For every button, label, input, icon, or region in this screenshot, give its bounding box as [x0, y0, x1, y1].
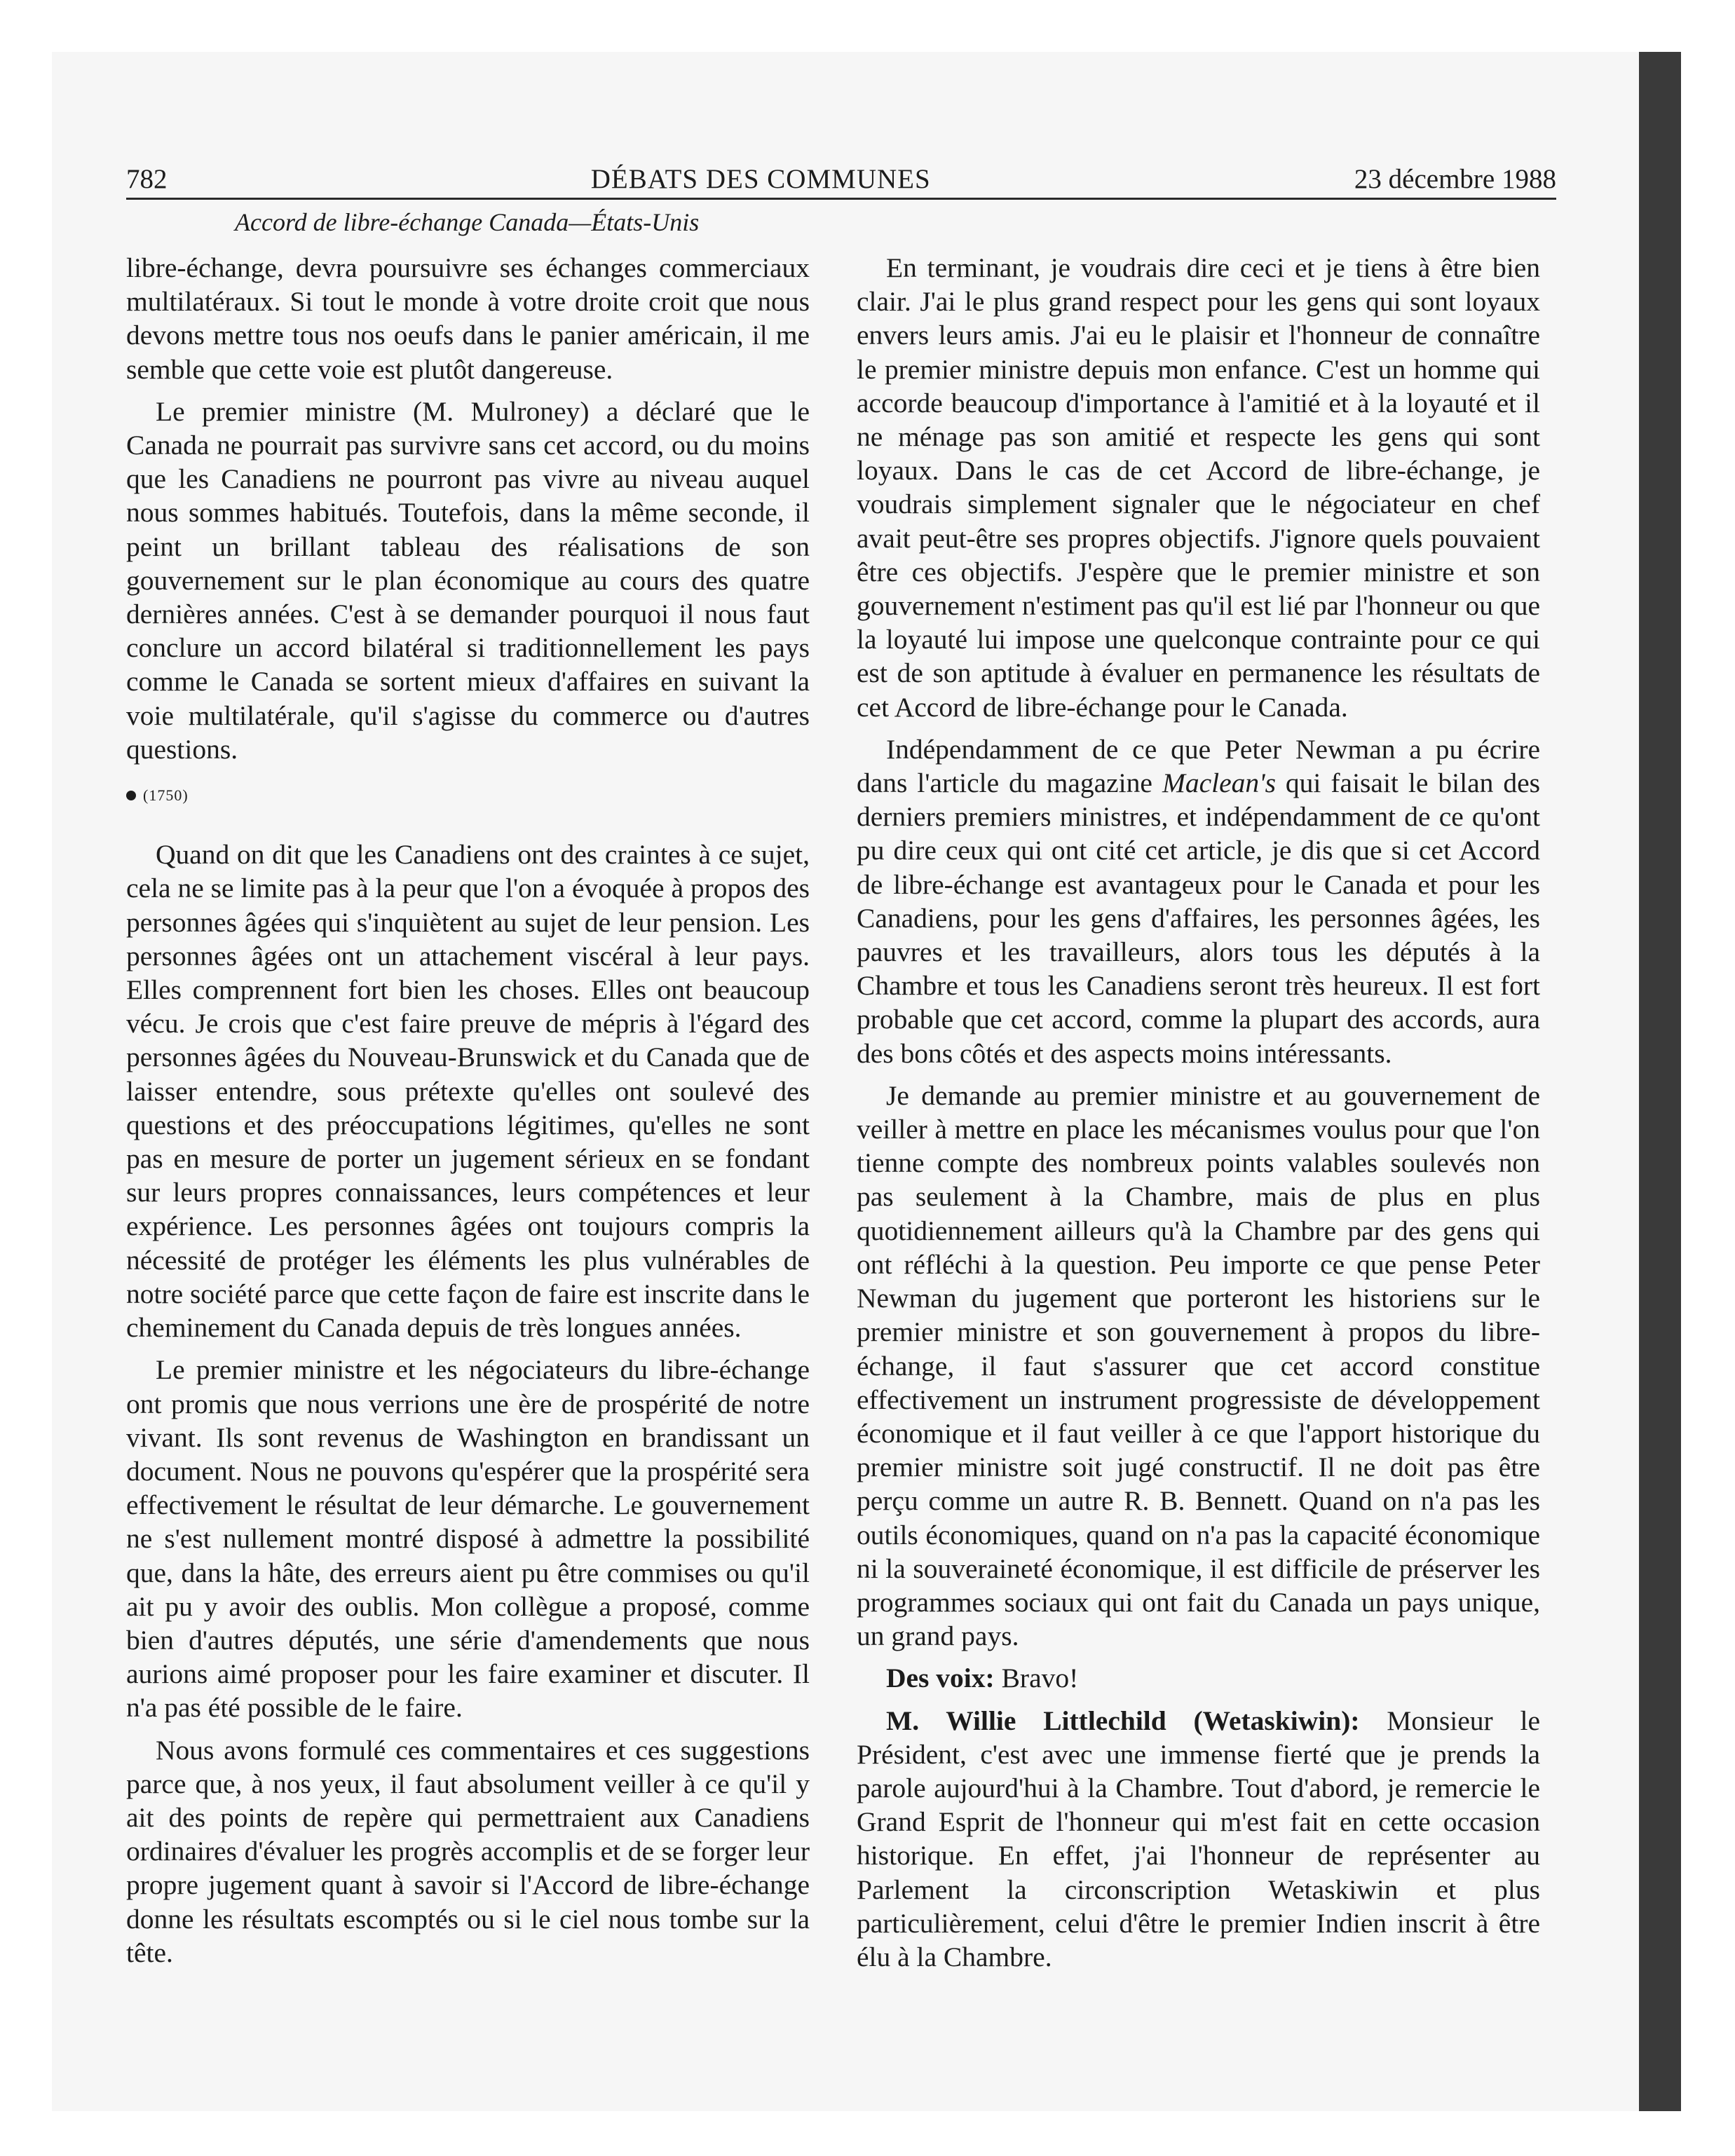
page-number: 782 [126, 164, 168, 194]
speech-line [857, 1704, 1540, 1974]
speech-text: Monsieur le Président, c'est avec une immense fierté que je prends la parole aujourd'hui à la Chambre. Tout d'abord, je remercie le Grand Esprit de l'honneur qui m'est fait en cette occasion historique. En effet, j'ai l'honneur de représenter au Parlement la circonscription Wetaskiwin et plus particulièrement, celui d'être le premier Indien inscrit à être élu à la Chambre. [857, 1705, 1540, 1972]
magazine-title: Maclean's [1162, 767, 1276, 799]
paragraph: Le premier ministre et les négociateurs du libre-échange ont promis que nous verrions une ère de prospérité de notre vivant. Ils sont revenus de Washington en brandissant un document. Nous ne pouvons qu'espérer que la prospérité sera effectivement le résultat de leur démarche. Le gouvernement ne s'est nullement montré disposé à admettre la possibilité que, dans la hâte, des erreurs aient pu être commises ou qu'il ait pu y avoir des oublis. Mon collègue a proposé, comme bien d'autres députés, une série d'amendements que nous aurions aimé proposer pour les faire examiner et discuter. Il n'a pas été possible de le faire. [126, 1354, 810, 1724]
paragraph-text: qui faisait le bilan des derniers premiers ministres, et indépendamment de ce qu'ont pu dire ceux qui ont cité cet article, je dis que si cet Accord de libre-échange est avantageux pour le Canada et pour les Canadiens, pour les gens d'affaires, les personnes âgées, les pauvres et les travailleurs, alors tous les députés à la Chambre et tous les Canadiens seront très heureux. Il est fort probable que cet accord, comme la plupart des accords, aura des bons côtés et des aspects moins intéressants. [857, 767, 1540, 1069]
paragraph [857, 732, 1540, 1070]
paragraph: Je demande au premier ministre et au gouvernement de veiller à mettre en place les mécanismes voulus pour que l'on tienne compte des nombreux points valables soulevés non pas seulement à la Chambre, mais de plus en plus quotidiennement ailleurs qu'à la Chambre par des gens qui ont réfléchi à la question. Peu importe ce que pense Peter Newman du jugement que porteront les historiens sur le premier ministre et son gouvernement à propos du libre-échange, il faut s'assurer que cet accord constitue effectivement un instrument progressiste de développement économique et il faut veiller à ce que l'apport historique du premier ministre soit jugé constructif. Il ne doit pas être perçu comme un autre R. B. Bennett. Quand on n'a pas les outils économiques, quand on n'a pas la capacité économique ni la souveraineté économique, il est difficile de préserver les programmes sociaux qui ont fait du Canada un pays unique, un grand pays. [857, 1079, 1540, 1652]
left-column [126, 251, 810, 1978]
paragraph: En terminant, je voudrais dire ceci et je tiens à être bien clair. J'ai le plus grand respect pour les gens qui sont loyaux envers leurs amis. J'ai eu le plaisir et l'honneur de connaître le premier ministre depuis mon enfance. C'est un homme qui accorde beaucoup d'importance à l'amitié et à la loyauté et il ne ménage pas son amitié et respecte les gens qui sont loyaux. Dans le cas de cet Accord de libre-échange, je voudrais simplement signaler que le négociateur en chef avait peut-être ses propres objectifs. J'ignore quels pouvaient être ces objectifs. J'espère que le premier ministre et son gouvernement n'estiment pas qu'il est lié par l'honneur ou que la loyauté lui impose une quelconque contrainte pour ce qui est de son aptitude à évaluer en permanence les résultats de cet Accord de libre-échange pour le Canada. [857, 252, 1540, 723]
paragraph-text: Indépendamment de ce que Peter Newman a pu écrire dans l'article du magazine [857, 733, 1540, 799]
bullet-icon [126, 791, 136, 800]
paragraph: Le premier ministre (M. Mulroney) a déclaré que le Canada ne pourrait pas survivre sans cet accord, ou du moins que les Canadiens ne pourront pas vivre au niveau auquel nous sommes habitués. Toutefois, dans la même seconde, il peint un brillant tableau des réalisations de son gouvernement sur le plan économique au cours des quatre dernières années. C'est à se demander pourquoi il nous faut conclure un accord bilatéral si traditionnellement les pays comme le Canada se sortent mieux d'affaires en suivant la voie multilatérale, qu'il s'agisse du commerce ou d'autres questions. [126, 395, 810, 765]
publication-title: DÉBATS DES COMMUNES [590, 164, 931, 194]
speaker-name: M. Willie Littlechild (Wetaskiwin): [886, 1705, 1360, 1736]
scan-edge-bar [1639, 52, 1681, 2111]
right-column [857, 251, 1540, 1982]
paragraph: Quand on dit que les Canadiens ont des craintes à ce sujet, cela ne se limite pas à la peur que l'on a évoquée à propos des personnes âgées qui s'inquiètent au sujet de leur pension. Les personnes âgées ont un attachement viscéral à leur pays. Elles comprennent fort bien les choses. Elles ont beaucoup vécu. Je crois que c'est faire preuve de mépris à l'égard des personnes âgées du Nouveau-Brunswick et du Canada que de laisser entendre, sous prétexte qu'elles ont soulevé des questions et des préoccupations légitimes, qu'elles ne sont pas en mesure de porter un jugement sérieux en se fondant sur leurs propres connaissances, leurs compétences et leur expérience. Les personnes âgées ont toujours compris la nécessité de protéger les éléments les plus vulnérables de notre société parce que cette façon de faire est inscrite dans le cheminement du Canada depuis de très longues années. [126, 839, 810, 1344]
speech-text: Bravo! [994, 1663, 1079, 1694]
speech-line [857, 1661, 1540, 1695]
paragraph: Nous avons formulé ces commentaires et ces suggestions parce que, à nos yeux, il faut absolument veiller à ce qu'il y ait des points de repère qui permettraient aux Canadiens ordinaires d'évaluer les progrès accomplis et de se forger leur propre jugement quant à savoir si l'Accord de libre-échange donne les résultats escomptés ou si le ciel nous tombe sur la tête. [126, 1734, 810, 1968]
page-header [126, 160, 1556, 200]
time-marker-label: (1750) [143, 786, 189, 805]
paragraph: libre-échange, devra poursuivre ses échanges commerciaux multilatéraux. Si tout le monde à votre droite croit que nous devons mettre tous nos oeufs dans le panier américain, il me semble que cette voie est plutôt dangereuse. [126, 252, 810, 385]
time-marker [126, 779, 810, 812]
speaker-name: Des voix: [886, 1663, 995, 1694]
page-date: 23 décembre 1988 [1354, 164, 1556, 194]
section-subheader: Accord de libre-échange Canada—États-Unis [235, 208, 700, 236]
